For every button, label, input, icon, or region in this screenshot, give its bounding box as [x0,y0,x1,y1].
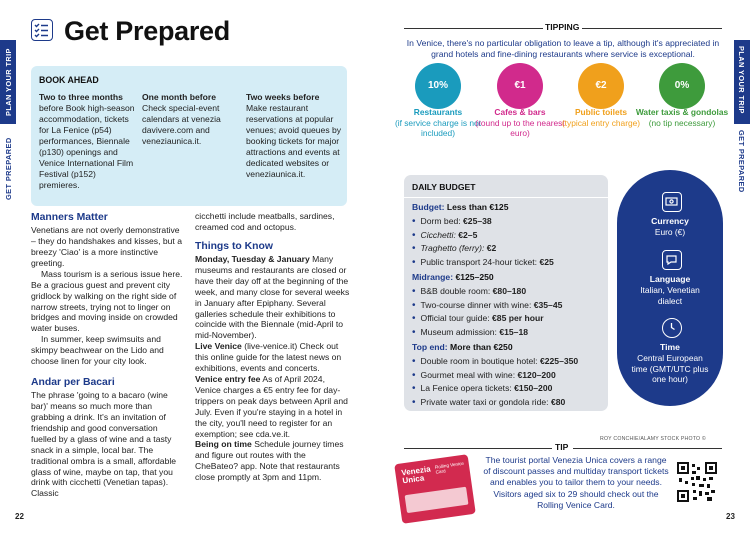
tip-badge-restaurants: 10% [415,63,461,109]
tipping-intro: In Venice, there's no particular obligation to leave a tip, although it's appreciated in grand hotels and fine-dining restaurants where service is exceptional. [406,38,720,59]
things-item-1: Monday, Tuesday & January Many museums and restaurants are closed or have their day off at the beginning of the week, and many close for several weeks in January after Epiphany. Several galleries schedule their exhibitions to coincide with the Biennale (mid-April to mid-November). [195,254,350,341]
tip-label-restaurants: Restaurants (if service charge is not included) [394,107,482,138]
list-item: • Traghetto (ferry): €2 [412,242,554,256]
qr-code-icon[interactable] [677,462,717,502]
card-brand: Venezia Unica [400,464,432,486]
list-item: • Public transport 24-hour ticket: €25 [412,256,554,270]
list-item: • Cicchetti: €2–5 [412,229,554,243]
manners-p3: In summer, keep swimsuits and skimpy beachwear on the Lido and choose linen for your city look. [31,334,164,367]
budget-tier-3: Top end: More than €250 [412,342,513,352]
get-prepared-label-right: GET PREPARED [737,130,746,193]
photo-credit: ROY CONCHIE/ALAMY STOCK PHOTO © [600,436,706,442]
book-ahead-heading: BOOK AHEAD [39,75,99,85]
book-ahead-col-3 [246,92,342,180]
plan-your-trip-label-right: PLAN YOUR TRIP [737,46,746,114]
andar-p1: The phrase 'going to a bacaro (wine bar)' means so much more than grabbing a drink. It's an invitation of friendship and good conversation fuelled by a glass of wine and a tasty snack in a simple, local bar. The traditional ombra is a small, affordable glass of wine, maybe on tap, that you drink with cicchetti (Venetian tapas). Classic [31,390,177,499]
col3-text: Make restaurant reservations at popular venues; avoid queues by booking tickets for major attractions and events at dedicated websites or veneziaunica.it. [246,103,342,179]
col1-head: Two to three months [39,92,123,102]
budget-tier-1: Budget: Less than €125 [412,202,509,212]
tip-badge-cafes: €1 [497,63,543,109]
budget-heading: DAILY BUDGET [412,182,476,192]
language-info: Language Italian, Venetian dialect [640,274,700,306]
budget-list-3 [412,355,578,409]
tip-label-cafes: Cafes & bars (round up to the nearest euro) [475,107,565,138]
checklist-icon [31,19,53,41]
list-item: • Dorm bed: €25–38 [412,215,554,229]
right-side-tab [734,0,750,541]
tip-label-toilets: Public toilets (typical entry charge) [561,107,641,128]
tip-label-water-taxis: Water taxis & gondolas (no tip necessary) [635,107,729,128]
page-number-right: 23 [726,512,735,521]
andar-continued: cicchetti include meatballs, sardines, creamed cod and octopus. [195,211,335,232]
tip-text: The tourist portal Venezia Unica covers a range of discount passes and multiday transport tickets and enables you to tailor them to your needs. Visitors aged six to 29 should check out the Rolling Venice Card. [483,455,669,510]
things-item-2: Live Venice (live-venice.it) Check out this online guide for the latest news on exhibitions, events and concerts. [195,341,342,374]
list-item: • La Fenice opera tickets: €150–200 [412,382,578,396]
card-caption: Rolling Venice Card [434,460,465,475]
clock-icon [662,318,682,338]
list-item: • B&B double room: €80–180 [412,285,562,299]
tipping-rule-left [404,28,543,29]
list-item: • Two-course dinner with wine: €35–45 [412,299,562,313]
list-item: • Gourmet meal with wine: €120–200 [412,369,578,383]
page-number-left: 22 [15,512,24,521]
tip-rule-left [404,448,552,449]
tipping-rule-right [582,28,722,29]
col2-text: Check special-event calendars at venezia davivere.com and veneziaunica.it. [142,103,221,146]
andar-heading: Andar per Bacari [31,376,115,388]
info-pill [617,170,723,406]
get-prepared-label: GET PREPARED [4,137,13,200]
language-icon [662,250,682,270]
col2-head: One month before [142,92,217,102]
currency-icon [662,192,682,212]
time-info: Time Central European time (GMT/UTC plus one hour) [631,342,709,385]
tip-badge-water-taxis: 0% [659,63,705,109]
daily-budget-box [404,175,608,411]
rolling-venice-card-image [394,454,476,524]
list-item: • Double room in boutique hotel: €225–350 [412,355,578,369]
tipping-heading: TIPPING [545,22,580,32]
things-section [195,211,350,483]
budget-divider [404,197,608,198]
tip-heading: TIP [555,442,569,452]
card-stripe [405,487,469,513]
list-item: • Private water taxi or gondola ride: €80 [412,396,578,410]
budget-tier-2: Midrange: €125–250 [412,272,494,282]
col3-head: Two weeks before [246,92,320,102]
book-ahead-col-2 [142,92,240,147]
budget-list-2 [412,285,562,339]
tip-badge-toilets: €2 [578,63,624,109]
manners-heading: Manners Matter [31,212,108,223]
currency-info: Currency Euro (€) [651,216,689,237]
tip-rule-right [573,448,722,449]
manners-section [31,211,185,499]
things-item-3: Venice entry fee As of April 2024, Venice charges a €5 entry fee for day-trippers on peak days between April and July. Even if you're staying in a hotel in the city, you'll need to register for an exemption; see cda.ve.it. [195,373,348,439]
list-item: • Museum admission: €15–18 [412,326,562,340]
page-title: Get Prepared [64,16,230,46]
plan-your-trip-label: PLAN YOUR TRIP [4,48,13,116]
manners-p1: Venetians are not overly demonstrative – they do handshakes and kisses, but a breezy 'Ciao' is a more instinctive greeting. [31,225,182,268]
left-side-tab [0,0,16,541]
things-heading: Things to Know [195,240,273,252]
things-item-4: Being on time Schedule journey times and figure out routes with the CheBateo? app. Note that restaurants close promptly at 3pm and 11pm. [195,439,344,483]
manners-p2: Mass tourism is a serious issue here. Be a gracious guest and prevent city gridlock by walking on the right side of narrow streets, trying not to linger on bridges and moving inside on crowded water buses. [31,268,183,334]
col1-text: before Book high-season accommodation, tickets for La Fenice (p54) performances, Biennale (p130) openings and Venice International Film Festival (p152) premieres. [39,103,135,190]
budget-list-1 [412,215,554,269]
book-ahead-col-1 [39,92,135,191]
list-item: • Official tour guide: €85 per hour [412,312,562,326]
